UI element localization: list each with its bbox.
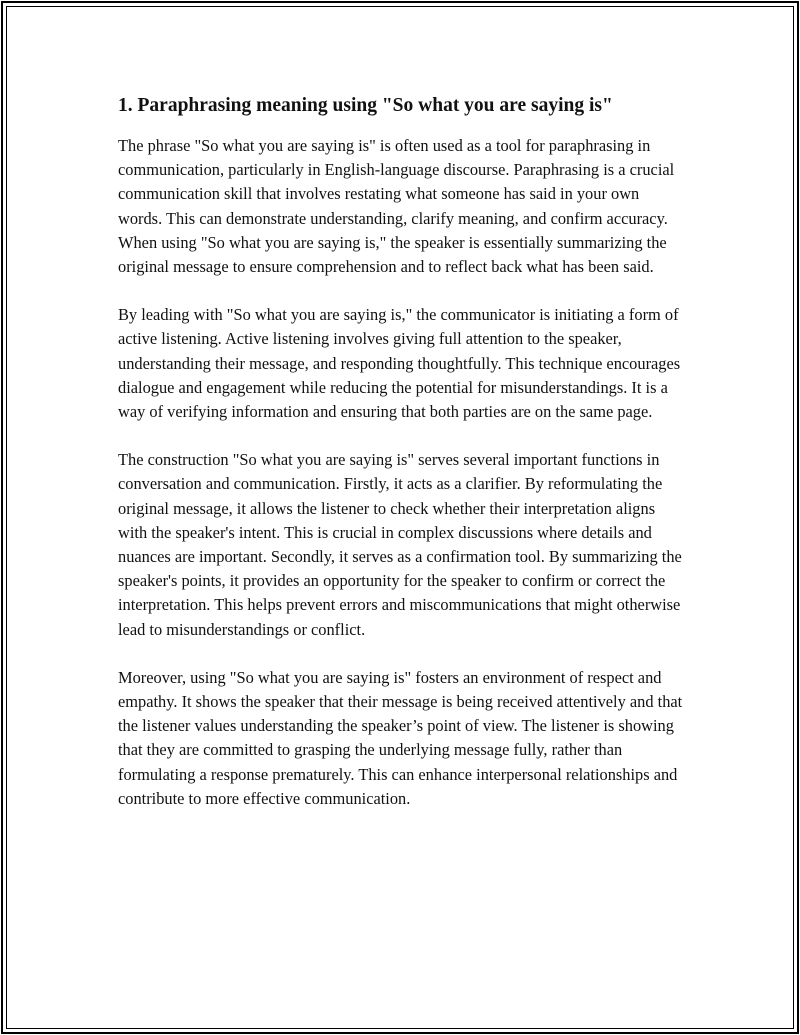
document-body bbox=[118, 92, 686, 835]
paragraph-1: The phrase "So what you are saying is" is often used as a tool for paraphrasing in communication, particularly in English-language discourse. Paraphrasing is a crucial communication skill that involves restating what someone has said in your own words. This can demonstrate understanding, clarify meaning, and confirm accuracy. When using "So what you are saying is," the speaker is essentially summarizing the original message to ensure comprehension and to reflect back what has been said. bbox=[118, 136, 675, 277]
paragraph-2: By leading with "So what you are saying is," the communicator is initiating a form of active listening. Active listening involves giving full attention to the speaker, understanding their message, and responding thoughtfully. This technique encourages dialogue and engagement while reducing the potential for misunderstandings. It is a way of verifying information and ensuring that both parties are on the same page. bbox=[118, 305, 681, 422]
paragraph-4: Moreover, using "So what you are saying is" fosters an environment of respect and empathy. It shows the speaker that their message is being received attentively and that the listener values understanding the speaker’s point of view. The listener is showing that they are committed to grasping the underlying message fully, rather than formulating a response prematurely. This can enhance interpersonal relationships and contribute to more effective communication. bbox=[118, 667, 683, 808]
section-heading: 1. Paraphrasing meaning using "So what you are saying is" bbox=[118, 95, 613, 116]
paragraph-3: The construction "So what you are saying is" serves several important functions in conversation and communication. Firstly, it acts as a clarifier. By reformulating the original message, it allows the listener to check whether their interpretation aligns with the speaker's intent. This is crucial in complex discussions where details and nuances are important. Secondly, it serves as a confirmation tool. By summarizing the speaker's points, it provides an opportunity for the speaker to confirm or correct the interpretation. This helps prevent errors and miscommunications that might otherwise lead to misunderstandings or conflict. bbox=[118, 450, 682, 639]
